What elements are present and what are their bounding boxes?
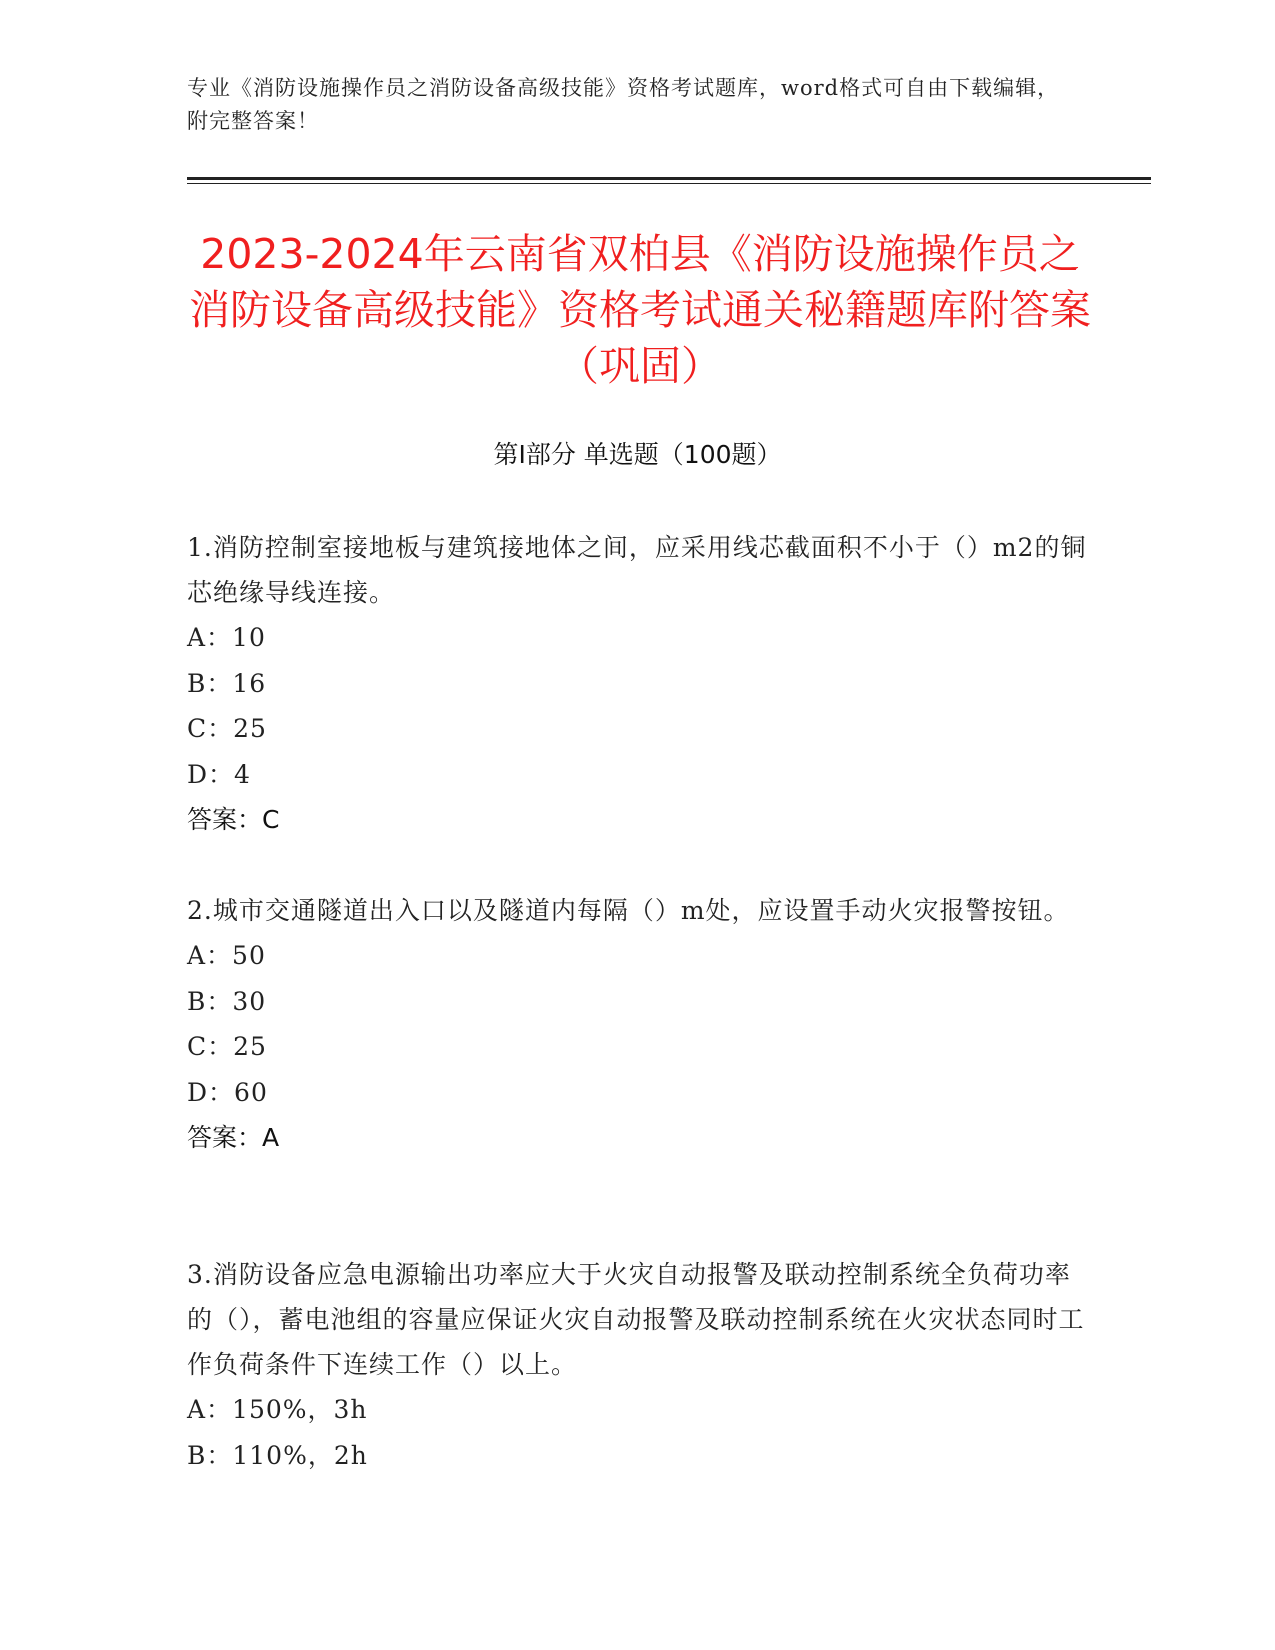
header-divider-thin <box>187 183 1151 184</box>
answer-line: 答案：C <box>187 805 280 834</box>
section-title: 第Ⅰ部分 单选题（100题） <box>493 440 782 469</box>
question-text: 1.消防控制室接地板与建筑接地体之间，应采用线芯截面积不小于（）m2的铜芯绝缘导线连接。 <box>187 533 1087 607</box>
option-d: D：4 <box>187 759 251 789</box>
option-b: B：16 <box>187 668 267 698</box>
question-text: 2.城市交通隧道出入口以及隧道内每隔（）m处，应设置手动火灾报警按钮。 <box>187 896 1070 925</box>
question-item <box>187 525 1092 842</box>
question-item <box>187 888 1092 1160</box>
answer-line: 答案：A <box>187 1123 280 1152</box>
header-divider-thick <box>187 177 1151 180</box>
option-a: A：150%，3h <box>187 1395 368 1424</box>
question-item <box>187 1252 1092 1478</box>
option-c: C：25 <box>187 714 267 743</box>
option-c: C：25 <box>187 1032 267 1061</box>
option-d: D：60 <box>187 1077 268 1107</box>
document-title: 2023-2024年云南省双柏县《消防设施操作员之消防设备高级技能》资格考试通关秘籍题库附答案（巩固） <box>189 230 1091 390</box>
option-a: A：10 <box>187 623 266 652</box>
option-b: B：30 <box>187 986 267 1016</box>
header-note: 专业《消防设施操作员之消防设备高级技能》资格考试题库，word格式可自由下载编辑，附完整答案！ <box>187 76 1060 133</box>
question-text: 3.消防设备应急电源输出功率应大于火灾自动报警及联动控制系统全负荷功率的（），蓄电池组的容量应保证火灾自动报警及联动控制系统在火灾状态同时工作负荷条件下连续工作（）以上。 <box>187 1260 1085 1379</box>
option-b: B：110%，2h <box>187 1440 368 1470</box>
option-a: A：50 <box>187 941 266 970</box>
